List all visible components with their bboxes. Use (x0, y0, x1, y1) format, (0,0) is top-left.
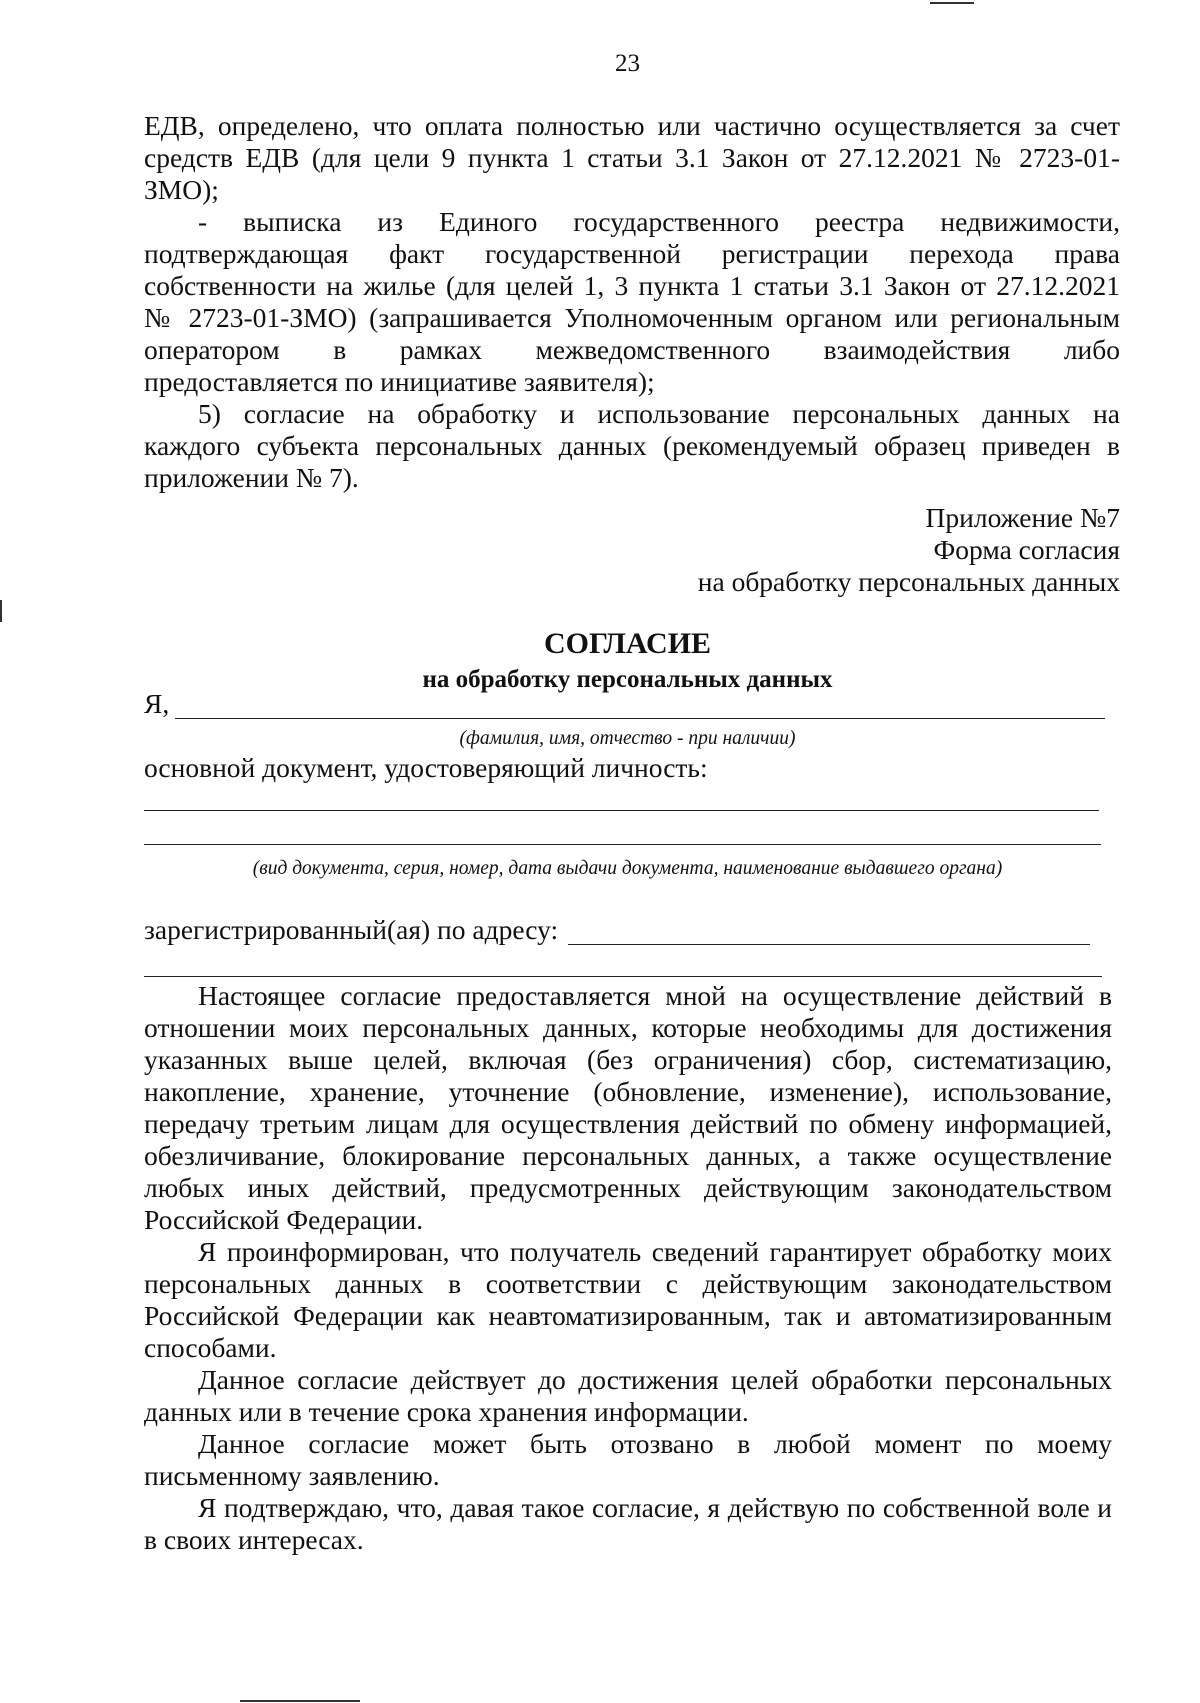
intro-line: 5) согласие на обработку и использование персональных данных на (198, 398, 1120, 429)
appendix-line: на обработку персональных данных (697, 566, 1120, 597)
intro-line: собственности на жилье (для целей 1, 3 пункта 1 статьи 3.1 Закон от 27.12.2021 (144, 270, 1120, 301)
address-fill-line (568, 944, 1090, 945)
intro-line: подтверждающая факт государственной регистрации перехода права (144, 238, 1120, 269)
intro-line: средств ЕДВ (для цели 9 пункта 1 статьи 3.1 Закон от 27.12.2021 № 2723-01- (144, 142, 1120, 173)
page-number: 23 (615, 50, 640, 77)
scan-artifact-top (930, 2, 974, 4)
intro-section (144, 110, 1120, 494)
intro-line: оператором в рамках межведомственного взаимодействия либо (144, 334, 1120, 365)
doc-fill-line-1 (144, 810, 1099, 811)
intro-line: предоставляется по инициативе заявителя); (144, 366, 655, 397)
doc-label: основной документ, удостоверяющий личность: (144, 752, 708, 783)
intro-line: каждого субъекта персональных данных (рекомендуемый образец приведен в (144, 430, 1120, 461)
doc-fill-line-2 (144, 844, 1101, 845)
address-fill-line-2 (144, 976, 1102, 977)
consent-subtitle: на обработку персональных данных (422, 666, 833, 693)
body-paragraph: Настоящее согласие предоставляется мной на осуществление действий в отношении моих персональных данных, которые необходимы для достижения указанных выше целей, включая (без ограничения) сбор, систематизацию, накопление, хранение, уточнение (обновление, изменение), использование, передачу третьим лицам для осуществления действий по обмену информацией, обезличивание, блокирование персональных данных, а также осуществление любых иных действий, предусмотренных действующим законодательством Российской Федерации. (144, 980, 1112, 1235)
body-paragraph: Я подтверждаю, что, давая такое согласие, я действую по собственной воле и в своих интересах. (144, 1492, 1112, 1555)
consent-title: СОГЛАСИЕ (543, 627, 712, 660)
doc-caption: (вид документа, серия, номер, дата выдачи документа, наименование выдавшего органа) (252, 858, 1003, 879)
intro-line: - выписка из Единого государственного реестра недвижимости, (198, 206, 1120, 237)
intro-line: приложении № 7). (144, 462, 359, 493)
appendix-line: Приложение №7 (925, 502, 1120, 533)
appendix-header (144, 502, 1120, 598)
intro-line: ЗМО); (144, 174, 219, 205)
consent-body (144, 980, 1112, 1556)
scan-artifact-bottom (240, 1700, 360, 1702)
body-paragraph: Я проинформирован, что получатель сведений гарантирует обработку моих персональных данных в соответствии с действующим законодательством Российской Федерации как неавтоматизированным, так и автоматизированным способами. (144, 1236, 1112, 1363)
appendix-line: Форма согласия (933, 534, 1120, 565)
i-label: Я, (144, 688, 170, 719)
intro-line: № 2723-01-ЗМО) (запрашивается Уполномоченным органом или региональным (144, 302, 1120, 333)
scan-artifact-left (0, 600, 2, 622)
name-caption: (фамилия, имя, отчество - при наличии) (459, 728, 796, 749)
body-paragraph: Данное согласие может быть отозвано в любой момент по моему письменному заявлению. (144, 1428, 1112, 1491)
body-paragraph: Данное согласие действует до достижения целей обработки персональных данных или в течение срока хранения информации. (144, 1364, 1112, 1427)
intro-line: ЕДВ, определено, что оплата полностью или частично осуществляется за счет (144, 110, 1120, 141)
address-label: зарегистрированный(ая) по адресу: (144, 914, 559, 945)
name-fill-line (175, 718, 1105, 719)
